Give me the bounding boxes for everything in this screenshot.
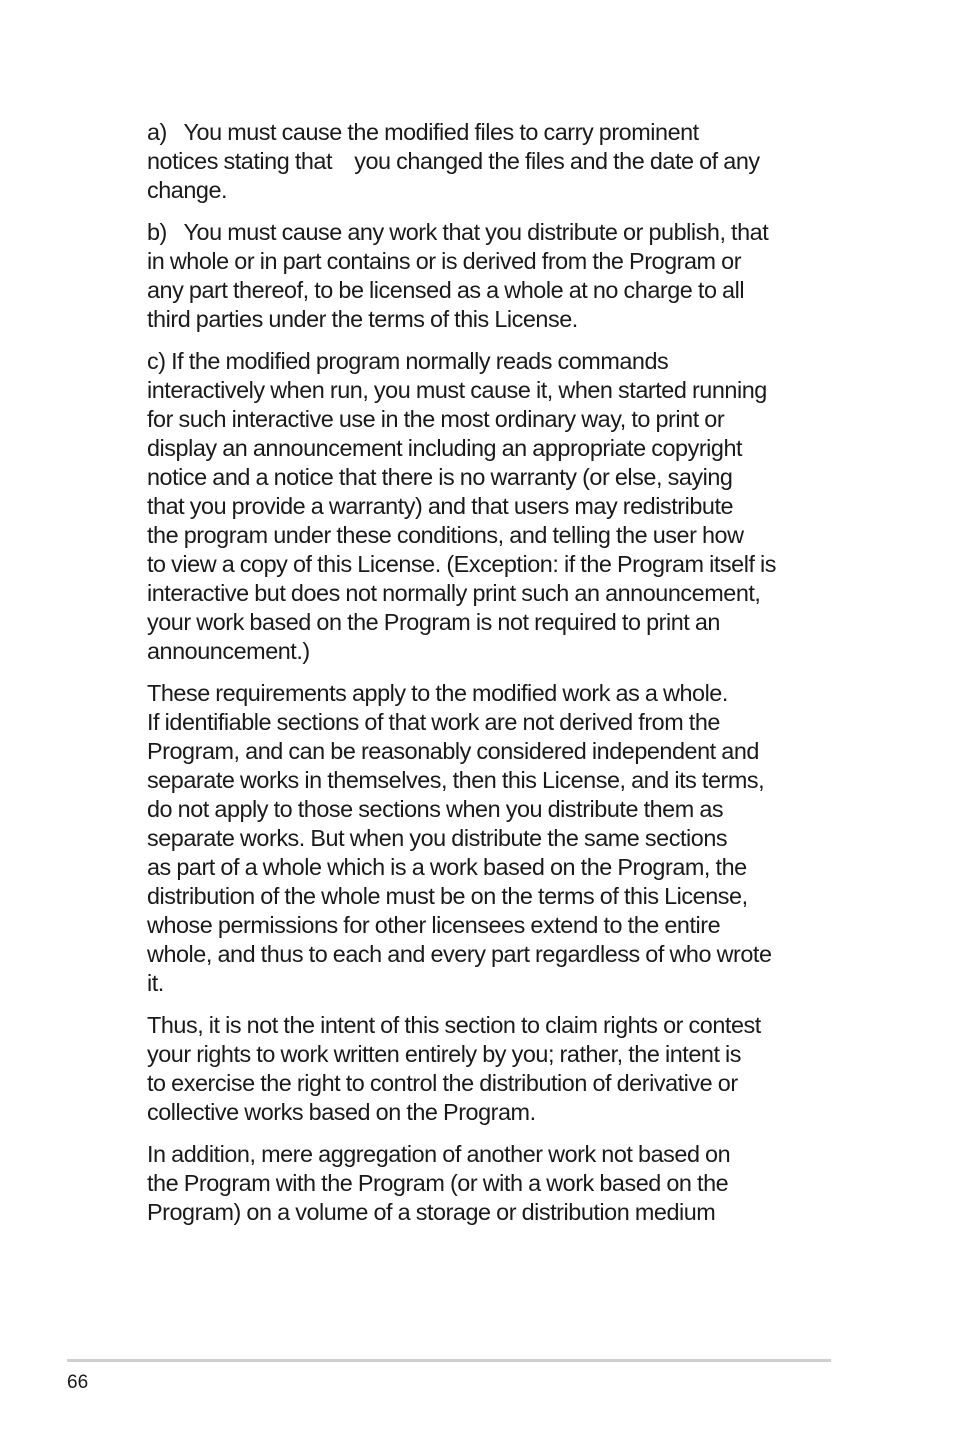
text-line: collective works based on the Program. xyxy=(147,1099,536,1125)
clause-c-paragraph xyxy=(147,347,837,666)
text-line: any part thereof, to be licensed as a whole at no charge to all xyxy=(147,277,745,303)
text-line: Program) on a volume of a storage or distribution medium xyxy=(147,1199,716,1225)
text-line: display an announcement including an appropriate copyright xyxy=(147,435,743,461)
text-line: whose permissions for other licensees extend to the entire xyxy=(147,912,721,938)
text-line: notice and a notice that there is no warranty (or else, saying xyxy=(147,464,733,490)
text-line: b) You must cause any work that you distribute or publish, that xyxy=(147,219,769,245)
text-line: change. xyxy=(147,177,228,203)
text-line: notices stating that you changed the files and the date of any xyxy=(147,148,760,174)
text-line: do not apply to those sections when you distribute them as xyxy=(147,796,724,822)
intent-paragraph xyxy=(147,1011,837,1127)
text-line: interactively when run, you must cause it, when started running xyxy=(147,377,767,403)
text-line: In addition, mere aggregation of another work not based on xyxy=(147,1141,731,1167)
text-line: the Program with the Program (or with a work based on the xyxy=(147,1170,729,1196)
text-line: c) If the modified program normally reads commands xyxy=(147,348,669,374)
text-line: your rights to work written entirely by you; rather, the intent is xyxy=(147,1041,742,1067)
text-line: Thus, it is not the intent of this section to claim rights or contest xyxy=(147,1012,761,1038)
document-body xyxy=(147,118,837,1240)
text-line: the program under these conditions, and telling the user how xyxy=(147,522,744,548)
clause-b-paragraph xyxy=(147,218,837,334)
text-line: that you provide a warranty) and that users may redistribute xyxy=(147,493,734,519)
requirements-paragraph xyxy=(147,679,837,998)
text-line: in whole or in part contains or is derived from the Program or xyxy=(147,248,742,274)
text-line: for such interactive use in the most ordinary way, to print or xyxy=(147,406,725,432)
text-line: it. xyxy=(147,970,164,996)
page-number: 66 xyxy=(67,1372,89,1393)
text-line: separate works. But when you distribute the same sections xyxy=(147,825,728,851)
text-line: separate works in themselves, then this License, and its terms, xyxy=(147,767,765,793)
text-line: interactive but does not normally print such an announcement, xyxy=(147,580,761,606)
text-line: third parties under the terms of this License. xyxy=(147,306,578,332)
text-line: announcement.) xyxy=(147,638,310,664)
aggregation-paragraph xyxy=(147,1140,837,1227)
text-line: If identifiable sections of that work are not derived from the xyxy=(147,709,720,735)
text-line: to view a copy of this License. (Exception: if the Program itself is xyxy=(147,551,777,577)
clause-a-paragraph xyxy=(147,118,837,205)
text-line: as part of a whole which is a work based on the Program, the xyxy=(147,854,747,880)
text-line: whole, and thus to each and every part regardless of who wrote xyxy=(147,941,772,967)
text-line: your work based on the Program is not required to print an xyxy=(147,609,720,635)
text-line: These requirements apply to the modified work as a whole. xyxy=(147,680,728,706)
text-line: to exercise the right to control the distribution of derivative or xyxy=(147,1070,738,1096)
text-line: distribution of the whole must be on the terms of this License, xyxy=(147,883,748,909)
footer-divider xyxy=(67,1359,831,1362)
text-line: a) You must cause the modified files to carry prominent xyxy=(147,119,699,145)
text-line: Program, and can be reasonably considered independent and xyxy=(147,738,759,764)
